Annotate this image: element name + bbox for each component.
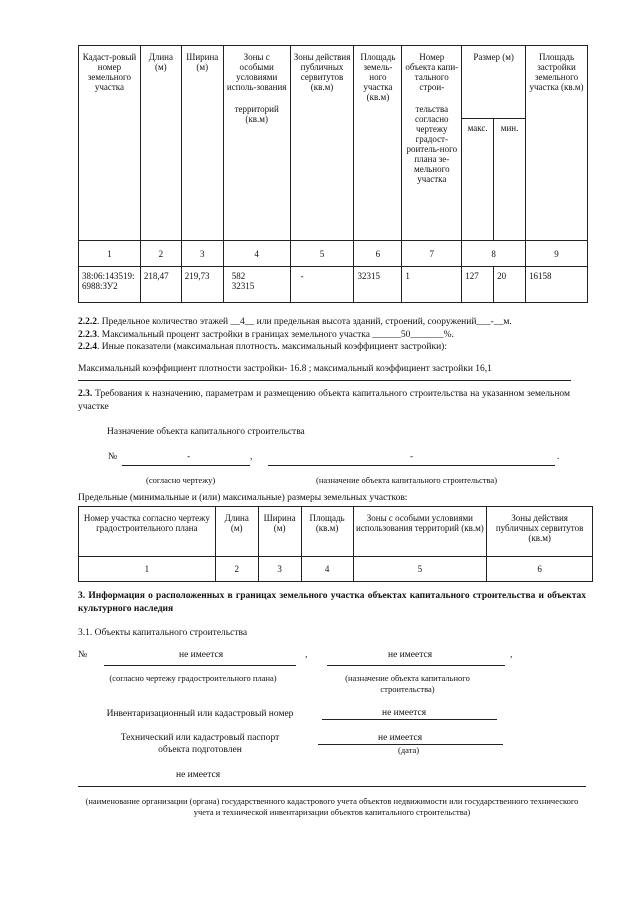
- header-length: Длина (м): [140, 46, 181, 241]
- number-sign: №: [108, 452, 118, 462]
- header-area: Площадь земель-ного участка (кв.м): [354, 46, 402, 241]
- purpose-label: Назначение объекта капитального строительства: [107, 427, 305, 437]
- header-plot-number: Номер участка согласно чертежу градостроительного плана: [79, 507, 216, 557]
- comma: ,: [305, 650, 308, 660]
- header-built-area: Площадь застройки земельного участка (кв.м): [526, 46, 588, 241]
- inventory-value: не имеется: [382, 708, 427, 718]
- organization-caption: (наименование организации (органа) государственного кадастрового учета объектов недвижимости или государственного технического учета и технической инвентаризации объектов капитального строительства): [85, 796, 579, 817]
- header-object-number-line1: Номер объекта капи-тального строи-: [405, 52, 459, 92]
- comma: ,: [510, 650, 513, 660]
- caption-purpose2: (назначение объекта капитального строительства): [345, 673, 470, 694]
- number-underline: [122, 465, 250, 466]
- section-3-title: 3. Информация о расположенных в границах земельного участка объектах капитального строительства и объектах культурного наследия: [78, 591, 586, 614]
- object-purpose-value: не имеется: [388, 650, 433, 660]
- col-number: 6: [487, 557, 593, 582]
- cell-zones: 582 32315: [223, 267, 290, 303]
- purpose-underline: [268, 465, 555, 466]
- header-width: Ширина (м): [181, 46, 223, 241]
- col-number: 2: [215, 557, 258, 582]
- cell-area: 32315: [354, 267, 402, 303]
- col-number: 4: [301, 557, 353, 582]
- col-number: 5: [353, 557, 487, 582]
- caption-gpzu: (согласно чертежу градостроительного плана): [109, 673, 277, 683]
- plot-limits-table: [78, 506, 593, 582]
- density-text: Максимальный коэффициент плотности застройки- 16.8 ; максимальный коэффициент застройки 16,1: [78, 364, 492, 374]
- p-2-3: 2.3. Требования к назначению, параметрам и размещению объекта капитального строительства на указанном земельном участке: [78, 389, 570, 412]
- density-underline: [78, 380, 571, 381]
- header-object-number-line2: тельства согласно чертежу градост-роитель-ного плана зе-мельного участка: [406, 104, 458, 184]
- caption-drawing: (согласно чертежу): [146, 475, 216, 485]
- limits-title: Предельные (минимальные и (или) максимальные) размеры земельных участков:: [78, 493, 408, 503]
- inventory-label: Инвентаризационный или кадастровый номер: [106, 709, 294, 719]
- header-servitude: Зоны действия публичных сервитутов (кв.м): [290, 46, 354, 241]
- cell-width: 219,73: [181, 267, 223, 303]
- zoning-parameters-table: [78, 45, 588, 303]
- p-2-2-3: 2.2.3. Максимальный процент застройки в границах земельного участка ______50_______%.: [78, 329, 454, 340]
- inventory-underline: [322, 719, 497, 720]
- col-number: 3: [181, 241, 223, 267]
- object-number-value: не имеется: [179, 650, 224, 660]
- header-special-zones-line1: Зоны с особыми условиями исполь-зования: [226, 52, 287, 92]
- comma: ,: [250, 452, 253, 462]
- cell-object-number: 1: [402, 267, 462, 303]
- col-number: 8: [462, 241, 526, 267]
- cell-built-area: 16158: [526, 267, 588, 303]
- header-min: мин.: [494, 119, 526, 241]
- caption-purpose: (назначение объекта капитального строительства): [316, 475, 498, 485]
- organization-underline: [78, 786, 586, 787]
- header-special-zones: Зоны с особыми условиями использования территорий (кв.м): [353, 507, 487, 557]
- header-servitude: Зоны действия публичных сервитутов (кв.м): [487, 507, 593, 557]
- purpose-value: -: [410, 452, 414, 462]
- col-number: 9: [526, 241, 588, 267]
- header-width: Ширина (м): [258, 507, 301, 557]
- number-value: -: [187, 452, 191, 462]
- col-number: 2: [140, 241, 181, 267]
- number-underline: [104, 665, 296, 666]
- caption-date: (дата): [398, 745, 420, 755]
- cell-servitude: -: [290, 267, 354, 303]
- col-number: 1: [79, 241, 141, 267]
- header-special-zones: [223, 46, 290, 241]
- col-number: 6: [354, 241, 402, 267]
- s31-title: 3.1. Объекты капитального строительства: [78, 628, 248, 638]
- p-2-2-4: 2.2.4. Иные показатели (максимальная плотность. максимальный коэффициент застройки):: [78, 342, 447, 352]
- header-object-number: [402, 46, 462, 241]
- p-2-2-2: 2.2.2. Предельное количество этажей __4__ или предельная высота зданий, строений, сооружений___-__м.: [78, 317, 512, 327]
- col-number: 4: [223, 241, 290, 267]
- col-number: 3: [258, 557, 301, 582]
- header-size: Размер (м): [462, 46, 526, 119]
- col-number: 1: [79, 557, 216, 582]
- cell-cadastral: 38:06:143519:6988:ЗУ2: [79, 267, 141, 303]
- cell-max: 127: [462, 267, 494, 303]
- purpose-underline: [327, 665, 505, 666]
- col-number: 7: [402, 241, 462, 267]
- number-sign: №: [78, 650, 88, 660]
- cell-length: 218,47: [140, 267, 181, 303]
- header-area: Площадь (кв.м): [301, 507, 353, 557]
- col-number: 5: [290, 241, 354, 267]
- passport-value: не имеется: [378, 733, 423, 743]
- organization-value: не имеется: [176, 770, 221, 780]
- passport-label: Технический или кадастровый паспорт объекта подготовлен: [120, 733, 280, 755]
- header-max: макс.: [462, 119, 494, 241]
- limits-paragraphs: [78, 316, 598, 354]
- dot: .: [557, 452, 560, 462]
- header-cadastral: Кадаст-ровый номер земельного участка: [79, 46, 141, 241]
- header-length: Длина (м): [215, 507, 258, 557]
- header-special-zones-line2: территорий (кв.м): [234, 104, 279, 124]
- cell-min: 20: [494, 267, 526, 303]
